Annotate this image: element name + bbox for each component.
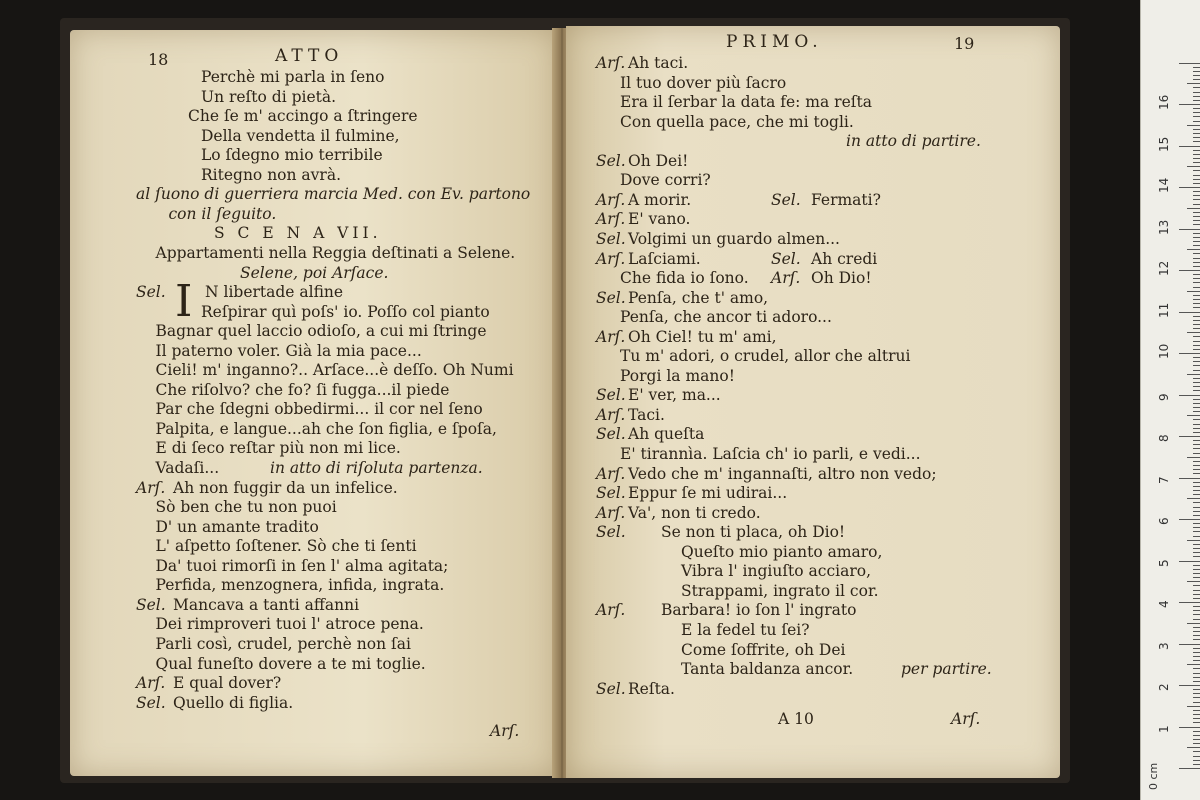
verse-text: Va', non ti credo. (628, 503, 761, 522)
ruler-number: 12 (1157, 260, 1171, 276)
verse-text: Ah queſta (628, 425, 705, 444)
verse-text: Eppur ſe mi udirai... (628, 484, 788, 503)
verse-text: Della vendetta il fulmine, (201, 126, 400, 145)
catchword: Arſ. (490, 722, 520, 740)
verse-text: Che ſe m' accingo a ſtringere (188, 107, 418, 126)
verse-text: Vibra l' ingiuſto acciaro, (681, 562, 872, 581)
speaker-label: Arſ. (136, 478, 166, 497)
speaker-label: Sel. (596, 425, 626, 444)
speaker-label: Sel. (136, 283, 166, 302)
verse-text: A morir. (628, 190, 692, 209)
verse-text: Parli così, crudel, perchè non ſai (155, 634, 411, 653)
ruler-tick (1187, 664, 1200, 665)
ruler-tick (1193, 585, 1200, 586)
ruler-tick (1193, 345, 1200, 346)
verse-text: E' vano. (628, 210, 691, 229)
ruler-tick (1193, 158, 1200, 159)
verse-text: Che riſolvo? che fo? ſi fugga...il piede (155, 380, 450, 399)
ruler-tick (1193, 278, 1200, 279)
speaker-label: Arſ. (596, 464, 626, 483)
ruler-number: 10 (1157, 343, 1171, 359)
ruler-tick (1187, 208, 1200, 209)
verse-text: Vedo che m' ingannaſti, altro non vedo; (628, 464, 937, 483)
verse-text: Lo ſdegno mio terribile (201, 146, 383, 165)
ruler-tick (1193, 108, 1200, 109)
ruler-tick (1179, 146, 1200, 147)
ruler-tick (1193, 403, 1200, 404)
stage-direction: al ſuono di guerriera marcia Med. con Ev. partono (136, 185, 531, 204)
ruler-tick (1193, 419, 1200, 420)
speaker-label: Arſ. (596, 405, 626, 424)
ruler-tick (1193, 191, 1200, 192)
ruler-tick (1193, 199, 1200, 200)
ruler-tick (1187, 540, 1200, 541)
ruler-number: 1 (1157, 724, 1171, 733)
stage-direction: Selene, poi Arſace. (240, 263, 389, 282)
ruler-tick (1193, 635, 1200, 636)
ruler-tick (1193, 154, 1200, 155)
ruler-tick (1193, 627, 1200, 628)
ruler-tick (1187, 291, 1200, 292)
verse-text: Con quella pace, che mi togli. (620, 112, 854, 131)
ruler-number: 6 (1157, 517, 1171, 525)
verse-text: D' un amante tradito (155, 517, 319, 536)
ruler-tick (1193, 204, 1200, 205)
verse-text: Dei rimproveri tuoi l' atroce pena. (155, 615, 424, 634)
ruler-tick (1179, 561, 1200, 562)
ruler-tick (1193, 328, 1200, 329)
verse-text: Da' tuoi rimorſi in ſen l' alma agitata; (155, 556, 449, 575)
ruler-tick (1193, 590, 1200, 591)
verse-text: Penſa, che ancor ti adoro... (620, 308, 832, 327)
ruler-tick (1193, 523, 1200, 524)
ruler-tick (1179, 602, 1200, 603)
verse-text: Vadaſi... (155, 459, 220, 477)
ruler-tick (1193, 739, 1200, 740)
verse-text: Cieli! m' inganno?.. Arſace...è deſſo. Oh Numi (155, 361, 514, 380)
ruler-tick (1193, 365, 1200, 366)
ruler-tick (1179, 644, 1200, 645)
verse-text: Fermati? (811, 190, 881, 209)
ruler-tick (1187, 623, 1200, 624)
ruler-tick (1193, 494, 1200, 495)
ruler-tick (1193, 237, 1200, 238)
drop-cap: I (175, 276, 193, 328)
ruler-tick (1193, 673, 1200, 674)
ruler-tick (1179, 312, 1200, 313)
ruler-tick (1193, 714, 1200, 715)
verse-text: E la fedel tu ſei? (681, 620, 810, 639)
ruler-tick (1193, 399, 1200, 400)
ruler-tick (1193, 668, 1200, 669)
speaker-label: Arſ. (596, 503, 626, 522)
ruler-tick (1193, 461, 1200, 462)
ruler-tick (1193, 245, 1200, 246)
ruler-tick (1179, 104, 1200, 105)
page-number: 18 (148, 50, 169, 69)
ruler-tick (1193, 469, 1200, 470)
ruler-tick (1193, 357, 1200, 358)
ruler-tick (1193, 552, 1200, 553)
ruler-tick (1193, 253, 1200, 254)
verse-text: Era il ſerbar la data fe: ma reſta (620, 93, 872, 112)
ruler-number: 9 (1157, 392, 1171, 401)
verse-text: Taci. (628, 405, 665, 424)
running-head: ATTO (275, 46, 344, 66)
verse-text: Barbara! io ſon l' ingrato (661, 601, 857, 620)
ruler-tick (1179, 187, 1200, 188)
verse-text: E' ver, ma... (628, 386, 721, 405)
ruler-number: 2 (1157, 683, 1171, 691)
verse-text: Il tuo dover più ſacro (620, 73, 787, 92)
ruler-tick (1193, 100, 1200, 101)
ruler-tick (1193, 573, 1200, 574)
ruler-tick (1193, 282, 1200, 283)
speaker-label: Arſ. (771, 269, 801, 288)
ruler-number: 7 (1157, 475, 1171, 484)
ruler-tick (1187, 125, 1200, 126)
ruler-tick (1193, 677, 1200, 678)
speaker-label: Arſ. (596, 54, 626, 72)
verse-text: Ah taci. (628, 54, 689, 72)
verse-text: Strappami, ingrato il cor. (681, 581, 879, 600)
ruler-tick (1193, 67, 1200, 68)
ruler-tick (1193, 544, 1200, 545)
scene-heading: S C E N A VII. (214, 224, 382, 243)
ruler-tick (1193, 507, 1200, 508)
speaker-label: Arſ. (596, 190, 626, 209)
ruler-tick (1193, 79, 1200, 80)
verse-text: Queſto mio pianto amaro, (681, 542, 883, 561)
ruler-tick (1187, 249, 1200, 250)
ruler-tick (1193, 320, 1200, 321)
ruler-tick (1193, 511, 1200, 512)
verse-text: Palpita, e langue...ah che ſon figlia, e ſpoſa, (155, 419, 497, 438)
ruler-tick (1193, 233, 1200, 234)
right-page (566, 26, 1060, 778)
verse-text: Porgi la mano! (620, 366, 735, 385)
verse-text: Perfida, menzognera, infida, ingrata. (155, 576, 445, 595)
ruler-tick (1187, 747, 1200, 748)
ruler-number: 13 (1157, 219, 1171, 235)
ruler-tick (1193, 428, 1200, 429)
speaker-label: Sel. (596, 288, 626, 307)
left-page (70, 30, 558, 776)
ruler-number: 8 (1157, 434, 1171, 442)
ruler-tick (1187, 457, 1200, 458)
ruler-tick (1187, 498, 1200, 499)
speaker-label: Sel. (136, 693, 166, 712)
ruler-tick (1193, 486, 1200, 487)
ruler-tick (1193, 316, 1200, 317)
ruler-tick (1179, 63, 1200, 64)
speaker-label: Sel. (596, 151, 626, 170)
verse-text: Reſpirar quì poſs' io. Poſſo col pianto (201, 302, 490, 321)
ruler-tick (1193, 531, 1200, 532)
ruler-tick (1193, 610, 1200, 611)
verse-text: Appartamenti nella Reggia deſtinati a Selene. (155, 243, 516, 262)
ruler-tick (1193, 482, 1200, 483)
ruler-number: 15 (1157, 136, 1171, 152)
ruler-tick (1193, 258, 1200, 259)
ruler-tick (1193, 407, 1200, 408)
ruler-tick (1193, 465, 1200, 466)
ruler-tick (1193, 660, 1200, 661)
catchword: Arſ. (951, 710, 981, 728)
speaker-label: Sel. (596, 386, 626, 405)
ruler-number: 4 (1157, 600, 1171, 608)
verse-text: Ah credi (811, 249, 878, 268)
ruler-tick (1193, 743, 1200, 744)
ruler-number: 11 (1157, 302, 1171, 318)
verse-text: Mancava a tanti affanni (173, 595, 360, 614)
ruler-tick (1193, 536, 1200, 537)
ruler-tick (1193, 220, 1200, 221)
ruler-tick (1193, 137, 1200, 138)
verse-text: Oh Dei! (628, 151, 689, 170)
verse-text: Penſa, che t' amo, (628, 288, 769, 307)
verse-text: Dove corri? (620, 171, 711, 190)
speaker-label: Sel. (596, 523, 626, 542)
verse-text: Oh Ciel! tu m' ami, (628, 327, 777, 346)
verse-text: Perchè mi parla in ſeno (201, 68, 385, 86)
ruler-tick (1187, 166, 1200, 167)
ruler-tick (1193, 718, 1200, 719)
ruler-tick (1193, 170, 1200, 171)
ruler-tick (1193, 116, 1200, 117)
ruler-tick (1193, 361, 1200, 362)
ruler-tick (1179, 395, 1200, 396)
ruler-tick (1193, 656, 1200, 657)
speaker-label: Arſ. (596, 249, 626, 268)
ruler-tick (1193, 274, 1200, 275)
verse-text: Sò ben che tu non puoi (155, 498, 337, 517)
ruler-tick (1193, 336, 1200, 337)
speaker-label: Arſ. (596, 210, 626, 229)
ruler-tick (1193, 515, 1200, 516)
ruler-tick (1187, 581, 1200, 582)
ruler-tick (1193, 141, 1200, 142)
ruler-tick (1179, 353, 1200, 354)
speaker-label: Sel. (771, 249, 801, 268)
verse-text: Ah non fuggir da un infelice. (173, 478, 398, 497)
ruler-tick (1193, 133, 1200, 134)
verse-text: E di ſeco reſtar più non mi lice. (155, 439, 401, 458)
speaker-label: Arſ. (136, 674, 166, 693)
ruler-tick (1193, 681, 1200, 682)
ruler-tick (1193, 453, 1200, 454)
ruler-tick (1193, 129, 1200, 130)
speaker-label: Arſ. (596, 601, 626, 620)
ruler-tick (1193, 92, 1200, 93)
ruler-tick (1193, 112, 1200, 113)
verse-text: Oh Dio! (811, 269, 872, 288)
ruler-tick (1179, 436, 1200, 437)
stage-direction: con il ſeguito. (168, 204, 277, 223)
ruler-tick (1193, 121, 1200, 122)
ruler-tick (1193, 299, 1200, 300)
ruler-tick (1187, 374, 1200, 375)
ruler-tick (1193, 502, 1200, 503)
ruler-tick (1193, 150, 1200, 151)
ruler-tick (1179, 519, 1200, 520)
ruler-tick (1193, 548, 1200, 549)
ruler-tick (1193, 295, 1200, 296)
ruler-tick (1193, 212, 1200, 213)
verse-text: Tu m' adori, o crudel, allor che altrui (620, 347, 911, 366)
verse-text: Il paterno voler. Già la mia pace... (155, 341, 422, 360)
ruler-tick (1193, 556, 1200, 557)
ruler-tick (1193, 195, 1200, 196)
ruler-tick (1179, 727, 1200, 728)
ruler-tick (1193, 303, 1200, 304)
verse-text: N libertade alfine (205, 283, 344, 302)
ruler-tick (1193, 378, 1200, 379)
ruler-tick (1193, 411, 1200, 412)
ruler-tick (1193, 648, 1200, 649)
verse-text: Qual funeſto dovere a te mi toglie. (155, 654, 426, 673)
ruler-tick (1193, 577, 1200, 578)
ruler-tick (1193, 262, 1200, 263)
signature-mark: A 10 (778, 710, 814, 728)
verse-text: Laſciami. (628, 249, 701, 268)
verse-text: E qual dover? (173, 674, 282, 693)
verse-text: Tanta baldanza ancor. (681, 660, 854, 679)
ruler-tick (1193, 490, 1200, 491)
ruler-tick (1193, 697, 1200, 698)
ruler-tick (1193, 652, 1200, 653)
ruler-tick (1193, 614, 1200, 615)
ruler-unit-label: 0 cm (1147, 762, 1160, 790)
ruler-tick (1193, 756, 1200, 757)
ruler-tick (1193, 71, 1200, 72)
ruler-tick (1193, 735, 1200, 736)
ruler-tick (1193, 216, 1200, 217)
speaker-label: Sel. (596, 229, 626, 248)
ruler-tick (1193, 751, 1200, 752)
speaker-label: Sel. (596, 679, 626, 698)
ruler-tick (1179, 685, 1200, 686)
verse-text: E' tirannìa. Laſcia ch' io parli, e vedi... (620, 445, 921, 463)
ruler-tick (1193, 432, 1200, 433)
ruler-tick (1193, 760, 1200, 761)
ruler-tick (1193, 324, 1200, 325)
ruler-tick (1179, 478, 1200, 479)
stage-direction: in atto di riſoluta partenza. (270, 459, 483, 477)
ruler-tick (1193, 224, 1200, 225)
verse-text: L' aſpetto ſoſtener. Sò che ti ſenti (155, 537, 417, 556)
ruler-number: 3 (1157, 641, 1171, 650)
verse-text: Quello di figlia. (173, 693, 294, 712)
ruler-tick (1193, 96, 1200, 97)
ruler-number: 14 (1157, 177, 1171, 193)
ruler-number: 5 (1157, 558, 1171, 567)
verse-text: Volgimi un guardo almen... (628, 229, 840, 248)
ruler-tick (1193, 370, 1200, 371)
speaker-label: Arſ. (596, 327, 626, 346)
ruler-tick (1187, 332, 1200, 333)
ruler-tick (1193, 75, 1200, 76)
ruler-tick (1193, 619, 1200, 620)
ruler-tick (1193, 287, 1200, 288)
ruler-tick (1193, 473, 1200, 474)
verse-text: Ritegno non avrà. (201, 165, 341, 184)
ruler-tick (1179, 270, 1200, 271)
ruler-tick (1193, 639, 1200, 640)
ruler-tick (1179, 229, 1200, 230)
ruler-tick (1193, 598, 1200, 599)
ruler-tick (1193, 349, 1200, 350)
measurement-ruler (1140, 0, 1200, 800)
ruler-tick (1193, 448, 1200, 449)
ruler-tick (1193, 702, 1200, 703)
ruler-tick (1193, 307, 1200, 308)
ruler-tick (1193, 689, 1200, 690)
ruler-tick (1193, 382, 1200, 383)
ruler-tick (1193, 241, 1200, 242)
stage-direction: per partire. (901, 660, 992, 679)
ruler-tick (1193, 440, 1200, 441)
ruler-tick (1193, 606, 1200, 607)
ruler-tick (1193, 424, 1200, 425)
verse-text: Reſta. (628, 679, 675, 698)
ruler-tick (1193, 87, 1200, 88)
ruler-tick (1193, 386, 1200, 387)
verse-text: Come ſoffrite, oh Dei (681, 640, 846, 659)
verse-text: Par che ſdegni obbedirmi... il cor nel ſeno (155, 400, 483, 419)
ruler-tick (1193, 183, 1200, 184)
ruler-tick (1193, 162, 1200, 163)
ruler-tick (1193, 710, 1200, 711)
stage-direction: in atto di partire. (846, 132, 981, 151)
speaker-label: Sel. (771, 190, 801, 209)
ruler-tick (1193, 444, 1200, 445)
ruler-tick (1193, 527, 1200, 528)
verse-text: Bagnar quel laccio odioſo, a cui mi ſtringe (155, 322, 487, 341)
ruler-tick (1193, 693, 1200, 694)
ruler-tick (1187, 83, 1200, 84)
ruler-tick (1179, 768, 1200, 769)
ruler-tick (1193, 631, 1200, 632)
ruler-tick (1193, 594, 1200, 595)
speaker-label: Sel. (596, 484, 626, 503)
ruler-number: 16 (1157, 94, 1171, 110)
running-head: PRIMO. (726, 32, 823, 52)
verse-text: Un reſto di pietà. (201, 87, 337, 106)
ruler-tick (1187, 415, 1200, 416)
ruler-tick (1193, 569, 1200, 570)
ruler-tick (1193, 764, 1200, 765)
ruler-tick (1193, 390, 1200, 391)
verse-text: Che fida io ſono. (620, 269, 749, 288)
ruler-tick (1193, 731, 1200, 732)
ruler-tick (1193, 266, 1200, 267)
ruler-tick (1193, 565, 1200, 566)
speaker-label: Sel. (136, 595, 166, 614)
verse-text: Se non ti placa, oh Dio! (661, 523, 846, 542)
ruler-tick (1193, 722, 1200, 723)
ruler-tick (1193, 341, 1200, 342)
ruler-tick (1193, 175, 1200, 176)
page-number: 19 (954, 34, 975, 53)
ruler-tick (1193, 179, 1200, 180)
ruler-tick (1187, 706, 1200, 707)
